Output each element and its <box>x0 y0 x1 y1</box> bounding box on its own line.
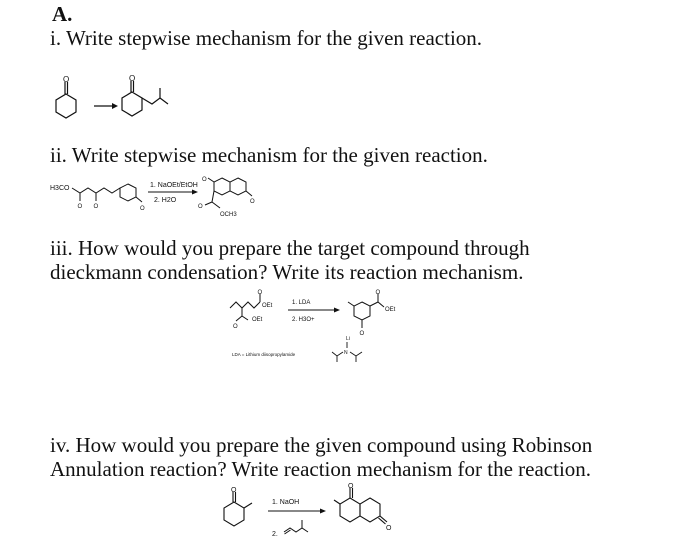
svg-text:O: O <box>202 177 207 183</box>
reagent-step-1: 1. NaOEt/EtOH <box>150 182 198 189</box>
svg-text:O: O <box>359 331 365 337</box>
svg-text:O: O <box>231 487 237 494</box>
scheme-4 <box>212 484 412 546</box>
reagent-step-2: 2. H3O+ <box>292 317 315 323</box>
question-2-line-1: ii. Write stepwise mechanism for the given reaction. <box>50 143 488 167</box>
svg-text:O: O <box>63 75 70 84</box>
reagent-step-1: 1. NaOH <box>272 499 300 506</box>
scheme-3-reagents <box>288 300 340 323</box>
reactant-ester-label-1: OEt <box>262 303 273 309</box>
reagent-step-2: 2. H2O <box>154 197 177 204</box>
heading: A. <box>52 2 73 26</box>
reactant-ester-label-2: OEt <box>252 317 263 323</box>
svg-text:O: O <box>257 290 263 296</box>
lda-structure <box>332 336 362 362</box>
svg-text:O: O <box>129 74 136 83</box>
scheme-2 <box>50 172 310 222</box>
question-1-text <box>50 26 482 50</box>
scheme-4-product <box>334 483 392 532</box>
question-3-line-1: iii. How would you prepare the target compound through <box>50 236 530 260</box>
svg-text:O: O <box>386 525 392 532</box>
svg-text:O: O <box>375 290 381 296</box>
question-3-text <box>50 236 530 284</box>
question-1-line-1: i. Write stepwise mechanism for the given reaction. <box>50 26 483 50</box>
lda-nitrogen-label: N <box>344 350 348 356</box>
scheme-3-product <box>348 290 396 337</box>
scheme-3 <box>222 290 412 370</box>
svg-text:O: O <box>93 204 99 210</box>
svg-text:O: O <box>77 204 83 210</box>
reagent-step-2: 2. <box>272 531 278 538</box>
question-2-text <box>50 143 488 167</box>
question-4-line-2: Annulation reaction? Write reaction mechanism for the reaction. <box>50 457 592 481</box>
product-ester-label: OEt <box>385 307 396 313</box>
svg-text:O: O <box>140 206 145 212</box>
scheme-2-reagents <box>148 182 198 204</box>
cyclohexanone-structure <box>56 75 76 118</box>
question-4-line-1: iv. How would you prepare the given compound using Robinson <box>50 433 593 457</box>
scheme-3-reactant <box>230 290 273 330</box>
reagent-step-1: 1. LDA <box>292 300 311 306</box>
scheme-2-reactant <box>50 184 145 212</box>
scheme-2-product <box>198 177 255 218</box>
svg-text:O: O <box>348 483 354 490</box>
product-methoxy-label: OCH3 <box>220 212 237 218</box>
alkylated-cyclohexanone-structure <box>122 74 168 116</box>
svg-text:O: O <box>250 199 255 205</box>
reaction-arrow <box>94 103 118 109</box>
lda-lithium-label: Li <box>346 336 350 342</box>
svg-text:O: O <box>233 324 238 330</box>
scheme-4-reagents <box>268 499 326 538</box>
scheme-1 <box>52 72 192 128</box>
svg-text:O: O <box>198 204 203 210</box>
methyl-vinyl-ketone-structure <box>284 520 308 534</box>
question-4-text <box>50 433 592 481</box>
lda-definition: LDA = Lithium diisopropylamide <box>232 352 296 357</box>
question-3-line-2: dieckmann condensation? Write its reaction mechanism. <box>50 260 524 284</box>
scheme-4-reactant <box>224 487 252 526</box>
reactant-methoxy-label: H3CO <box>50 185 70 192</box>
